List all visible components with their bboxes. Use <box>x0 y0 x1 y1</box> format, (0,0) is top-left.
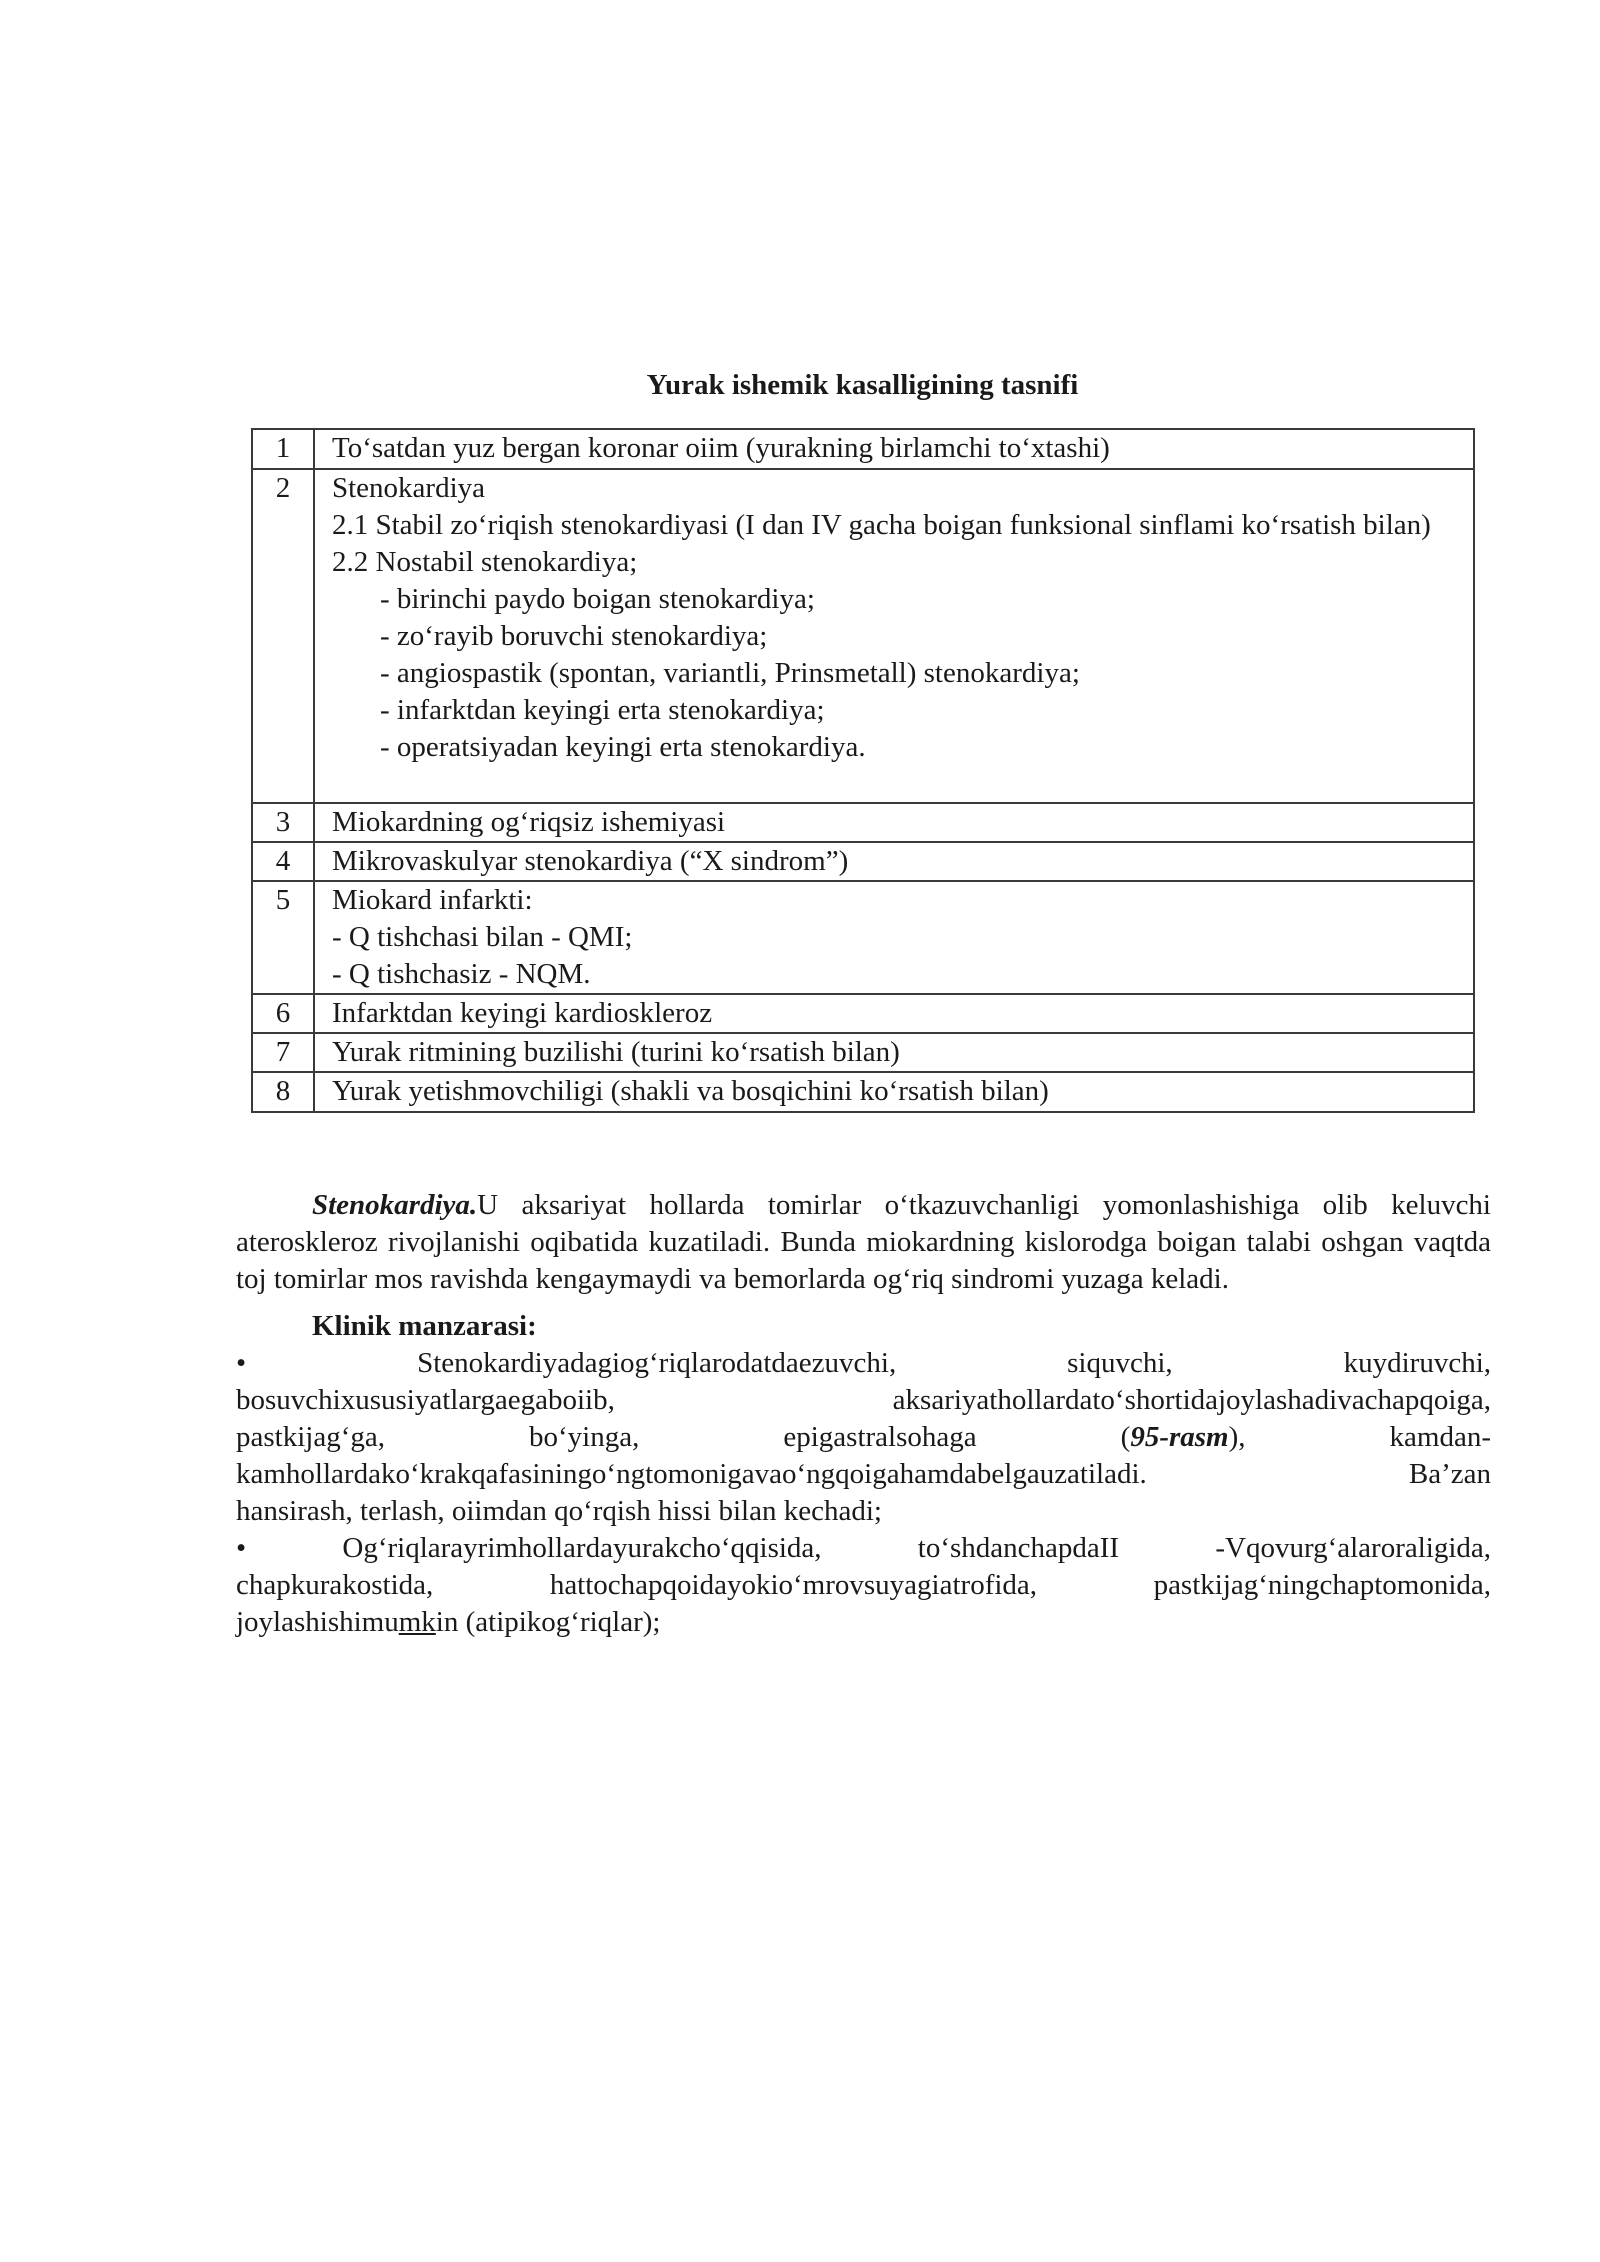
text-span: pastkijag‘ga, <box>236 1421 385 1453</box>
table-row <box>252 881 1474 994</box>
table-row <box>252 842 1474 881</box>
bullet-1-line <box>236 1382 1491 1419</box>
table-row <box>252 1033 1474 1072</box>
text-span: chapkurakostida, <box>236 1569 434 1601</box>
dash-item: - zo‘rayib boruvchi stenokardiya; <box>380 620 768 652</box>
subitem: 2.2 Nostabil stenokardiya; <box>332 546 638 578</box>
text-span: kuydiruvchi, <box>1343 1347 1492 1379</box>
text-span: joylashishimu <box>236 1606 399 1638</box>
text-span: kamhollardako‘krakqafasiningo‘ngtomonigavao‘ngqoigahamdabelgauzatiladi. <box>236 1458 1147 1490</box>
figure-reference <box>1121 1421 1246 1453</box>
row-number: 6 <box>252 994 314 1033</box>
row-text: Yurak ritmining buzilishi (turini ko‘rsatish bilan) <box>314 1033 1474 1072</box>
body-text <box>236 1187 1491 1641</box>
page-title: Yurak ishemik kasalligining tasnifi <box>646 369 1079 401</box>
bullet-1-line <box>236 1419 1491 1456</box>
table-row <box>252 429 1474 469</box>
row-number: 7 <box>252 1033 314 1072</box>
underlined-text: mk <box>398 1606 436 1638</box>
term-stenokardiya: Stenokardiya. <box>312 1189 478 1221</box>
text-span: aksariyathollardato‘shortidajoylashadivachapqoiga, <box>892 1384 1491 1416</box>
bullet-2-line <box>236 1530 1491 1567</box>
row-line: - Q tishchasiz - NQM. <box>332 958 591 990</box>
text-span: kamdan- <box>1389 1421 1492 1453</box>
paragraph-stenokardiya <box>236 1187 1491 1298</box>
text-span: ( <box>1120 1421 1131 1453</box>
text-span: to‘shdanchapdaII <box>917 1532 1120 1564</box>
text-span: -Vqovurg‘alaroraligida, <box>1215 1532 1492 1564</box>
text-span: • Stenokardiyadagiog‘riqlarodatdaezuvchi, <box>236 1347 897 1379</box>
row-number: 8 <box>252 1072 314 1112</box>
row-text: Miokardning og‘riqsiz ishemiyasi <box>314 803 1474 842</box>
bullet-2-line <box>236 1604 1491 1641</box>
subitem: 2.1 Stabil zo‘riqish stenokardiyasi (I dan IV gacha boigan funksional sinflami ko‘rsatish bilan) <box>332 509 1431 541</box>
row-number: 5 <box>252 881 314 994</box>
row-heading: Stenokardiya <box>332 472 486 504</box>
text-span: • Og‘riqlarayrimhollardayurakcho‘qqisida, <box>236 1532 822 1564</box>
figure-ref-label: 95-rasm <box>1130 1421 1229 1453</box>
text-span: Ba’zan <box>1408 1458 1491 1490</box>
classification-table <box>251 428 1475 1113</box>
table-row <box>252 1072 1474 1112</box>
row-number: 1 <box>252 429 314 469</box>
bullet-1-line <box>236 1456 1491 1493</box>
dash-item: - operatsiyadan keyingi erta stenokardiya. <box>380 731 866 763</box>
text-span: bosuvchixususiyatlargaegaboiib, <box>236 1384 615 1416</box>
text-span: siquvchi, <box>1067 1347 1173 1379</box>
section-heading: Klinik manzarasi: <box>312 1310 537 1342</box>
row-number: 4 <box>252 842 314 881</box>
row-text <box>314 881 1474 994</box>
row-text: Yurak yetishmovchiligi (shakli va bosqichini ko‘rsatish bilan) <box>314 1072 1474 1112</box>
text-span: hattochapqoidayokio‘mrovsuyagiatrofida, <box>549 1569 1038 1601</box>
text-span: in (atipikog‘riqlar); <box>435 1606 661 1638</box>
table-row <box>252 803 1474 842</box>
bullet-1-line <box>236 1345 1491 1382</box>
row-number: 2 <box>252 469 314 803</box>
row-line: Miokard infarkti: <box>332 884 533 916</box>
row-line: - Q tishchasi bilan - QMI; <box>332 921 633 953</box>
dash-item: - infarktdan keyingi erta stenokardiya; <box>380 694 825 726</box>
text-span: epigastralsohaga <box>783 1421 977 1453</box>
table-row <box>252 469 1474 803</box>
row-text: Infarktdan keyingi kardioskleroz <box>314 994 1474 1033</box>
bullet-1-line: hansirash, terlash, oiimdan qo‘rqish hissi bilan kechadi; <box>236 1495 882 1527</box>
text-span: bo‘yinga, <box>529 1421 640 1453</box>
row-text <box>314 469 1474 803</box>
dash-item: - angiospastik (spontan, variantli, Prinsmetall) stenokardiya; <box>380 657 1080 689</box>
dash-item: - birinchi paydo boigan stenokardiya; <box>380 583 815 615</box>
row-text: Mikrovaskulyar stenokardiya (“X sindrom”) <box>314 842 1474 881</box>
row-text: To‘satdan yuz bergan koronar oiim (yurakning birlamchi to‘xtashi) <box>314 429 1474 469</box>
paragraph-text: U aksariyat hollarda tomirlar o‘tkazuvchanligi yomonlashishiga olib keluvchi ateroskleroz rivojlanishi oqibatida kuzatiladi. Bunda miokardning kislorodga boigan talabi oshgan vaqtda toj tomirlar mos ravishda kengaymaydi va bemorlarda og‘riq sindromi yuzaga keladi. <box>236 1189 1491 1295</box>
text-span: ), <box>1228 1421 1246 1453</box>
row-number: 3 <box>252 803 314 842</box>
table-row <box>252 994 1474 1033</box>
text-span: pastkijag‘ningchaptomonida, <box>1153 1569 1492 1601</box>
bullet-2-line <box>236 1567 1491 1604</box>
